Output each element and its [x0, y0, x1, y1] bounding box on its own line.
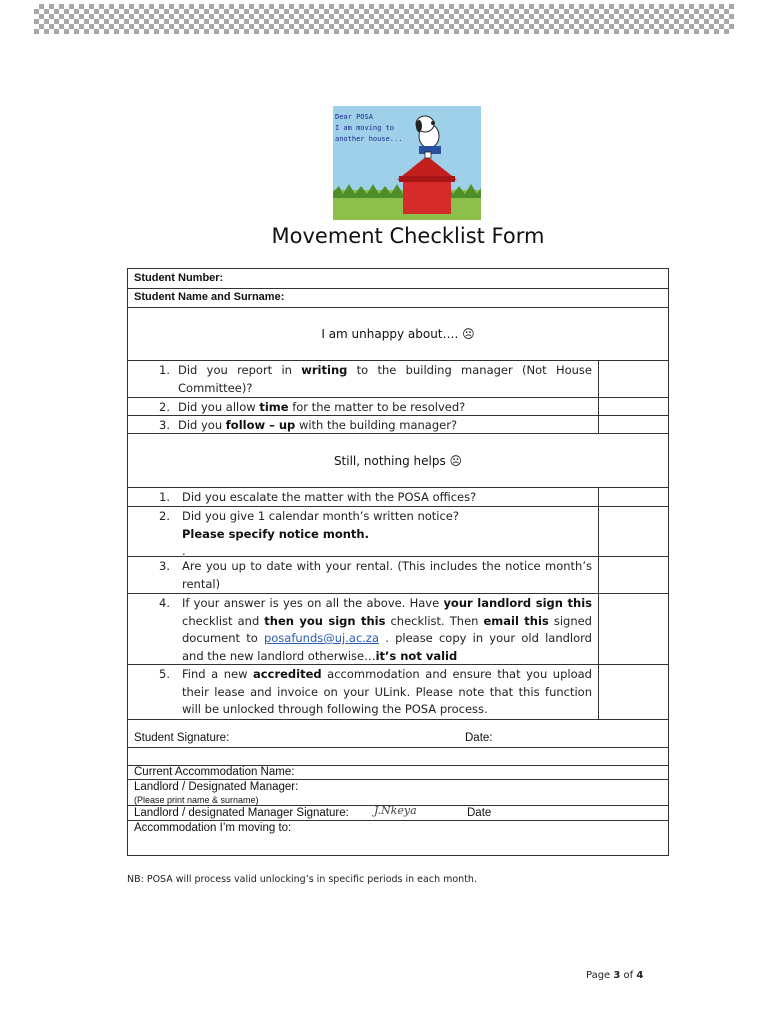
page-number — [586, 970, 643, 981]
item-text-bold: time — [259, 400, 289, 414]
section-unhappy — [128, 308, 668, 361]
item-text-part: for the matter to be resolved? — [288, 400, 466, 414]
item-text-part: Did you report in — [178, 363, 302, 377]
caption-line: another house... — [335, 135, 403, 143]
checklist-item-4 — [128, 488, 668, 507]
checklist-item-6 — [128, 557, 668, 594]
form-title: Movement Checklist Form — [271, 224, 545, 248]
check-box[interactable] — [598, 507, 669, 557]
student-name-row[interactable] — [128, 289, 668, 308]
item-text-bold: your landlord sign this — [443, 596, 593, 610]
item-number: 2. — [159, 509, 170, 523]
item-text: Are you up to date with your rental. (This includes the notice month’s rental) — [182, 559, 592, 591]
item-text — [178, 362, 592, 397]
manager-signature-row[interactable] — [128, 806, 668, 821]
handwritten-signature: J.Nkeya — [374, 804, 417, 817]
item-text-bold: then you sign this — [264, 613, 386, 628]
item-text — [182, 508, 592, 561]
section-still-nothing-label: Still, nothing helps ☹ — [333, 454, 463, 468]
item-text-part: . — [182, 544, 186, 558]
landlord-manager-row[interactable] — [128, 780, 668, 806]
manager-signature-label: Landlord / designated Manager Signature: — [134, 807, 349, 819]
email-link[interactable]: posafunds@uj.ac.za — [263, 631, 380, 645]
page-of: of — [620, 970, 637, 981]
checklist-item-1 — [128, 361, 668, 398]
snoopy-illustration — [333, 106, 481, 220]
item-text — [182, 595, 592, 665]
student-number-row[interactable] — [128, 269, 668, 289]
item-text-part: checklist and — [182, 613, 265, 628]
item-text-bold: Please specify notice month. — [182, 526, 369, 541]
item-text-part: Find a new — [182, 667, 254, 681]
item-text: Did you escalate the matter with the POSA offices? — [182, 490, 477, 504]
item-text-part: accommodation and ensure that you upload their lease and invoice on your ULink. Please note that this function will be unlocked through following the POSA process. — [182, 667, 592, 716]
moving-to-label: Accommodation I’m moving to: — [134, 822, 292, 834]
current-accommodation-row[interactable] — [128, 766, 668, 780]
caption-line: I am moving to — [335, 124, 395, 132]
current-accommodation-label: Current Accommodation Name: — [134, 766, 295, 778]
item-text — [178, 417, 592, 435]
item-text-part: If your answer is yes on all the above. Have — [182, 596, 444, 610]
checklist-item-5 — [128, 507, 668, 557]
nb-note: NB: POSA will process valid unlocking’s in specific periods in each month. — [127, 874, 477, 885]
check-box[interactable] — [598, 416, 669, 434]
item-text-bold: follow – up — [225, 418, 296, 432]
moving-to-row[interactable] — [128, 821, 668, 855]
checklist-item-3 — [128, 416, 668, 434]
student-signature-row[interactable] — [128, 720, 668, 748]
check-box[interactable] — [598, 361, 669, 398]
checker-border-decoration — [34, 4, 734, 34]
page-prefix: Page — [586, 970, 614, 981]
illustration-caption — [335, 112, 402, 145]
item-text-part: . please copy in your old landlord and the new landlord otherwise… — [182, 631, 592, 663]
item-number: 5. — [159, 667, 170, 681]
print-name-note: (Please print name & surname) — [134, 795, 259, 805]
check-box[interactable] — [598, 665, 669, 720]
item-text-part: to the building manager (Not House Committee)? — [178, 363, 592, 395]
item-text-bold: email this — [483, 613, 549, 628]
check-box[interactable] — [598, 398, 669, 416]
item-number: 3. — [159, 418, 170, 432]
item-text-part: Did you allow — [178, 400, 260, 414]
page-current: 3 — [613, 970, 621, 981]
date-label-2: Date — [467, 807, 492, 819]
section-still-nothing — [128, 434, 668, 488]
section-unhappy-label: I am unhappy about…. ☹ — [321, 327, 475, 341]
item-number: 2. — [159, 400, 170, 414]
check-box[interactable] — [598, 557, 669, 594]
item-text-bold: accredited — [253, 667, 322, 681]
item-text-part: signed document to — [182, 613, 592, 645]
date-label: Date: — [465, 732, 493, 744]
page-total: 4 — [636, 970, 644, 981]
item-number: 1. — [159, 490, 170, 504]
item-text-part: checklist. Then — [385, 613, 484, 628]
check-box[interactable] — [598, 488, 669, 507]
student-name-label: Student Name and Surname: — [134, 291, 285, 303]
blank-row — [128, 748, 668, 766]
item-text — [178, 399, 592, 417]
item-number: 1. — [159, 363, 170, 377]
checklist-item-7 — [128, 594, 668, 665]
item-text-bold: it’s not valid — [375, 648, 458, 663]
student-signature-label: Student Signature: — [134, 732, 230, 744]
checklist-form — [127, 268, 669, 856]
item-text-bold: writing — [301, 363, 348, 377]
checklist-item-2 — [128, 398, 668, 416]
item-number: 3. — [159, 559, 170, 573]
student-number-label: Student Number: — [134, 272, 224, 284]
check-box[interactable] — [598, 594, 669, 665]
item-text-part: Did you — [178, 418, 226, 432]
item-text — [182, 666, 592, 719]
landlord-manager-label: Landlord / Designated Manager: — [134, 781, 299, 793]
checklist-item-8 — [128, 665, 668, 720]
item-number: 4. — [159, 596, 170, 610]
item-text-part: Did you give 1 calendar month’s written notice? — [182, 509, 459, 523]
caption-line: Dear POSA — [335, 113, 373, 121]
item-text-part: with the building manager? — [295, 418, 458, 432]
